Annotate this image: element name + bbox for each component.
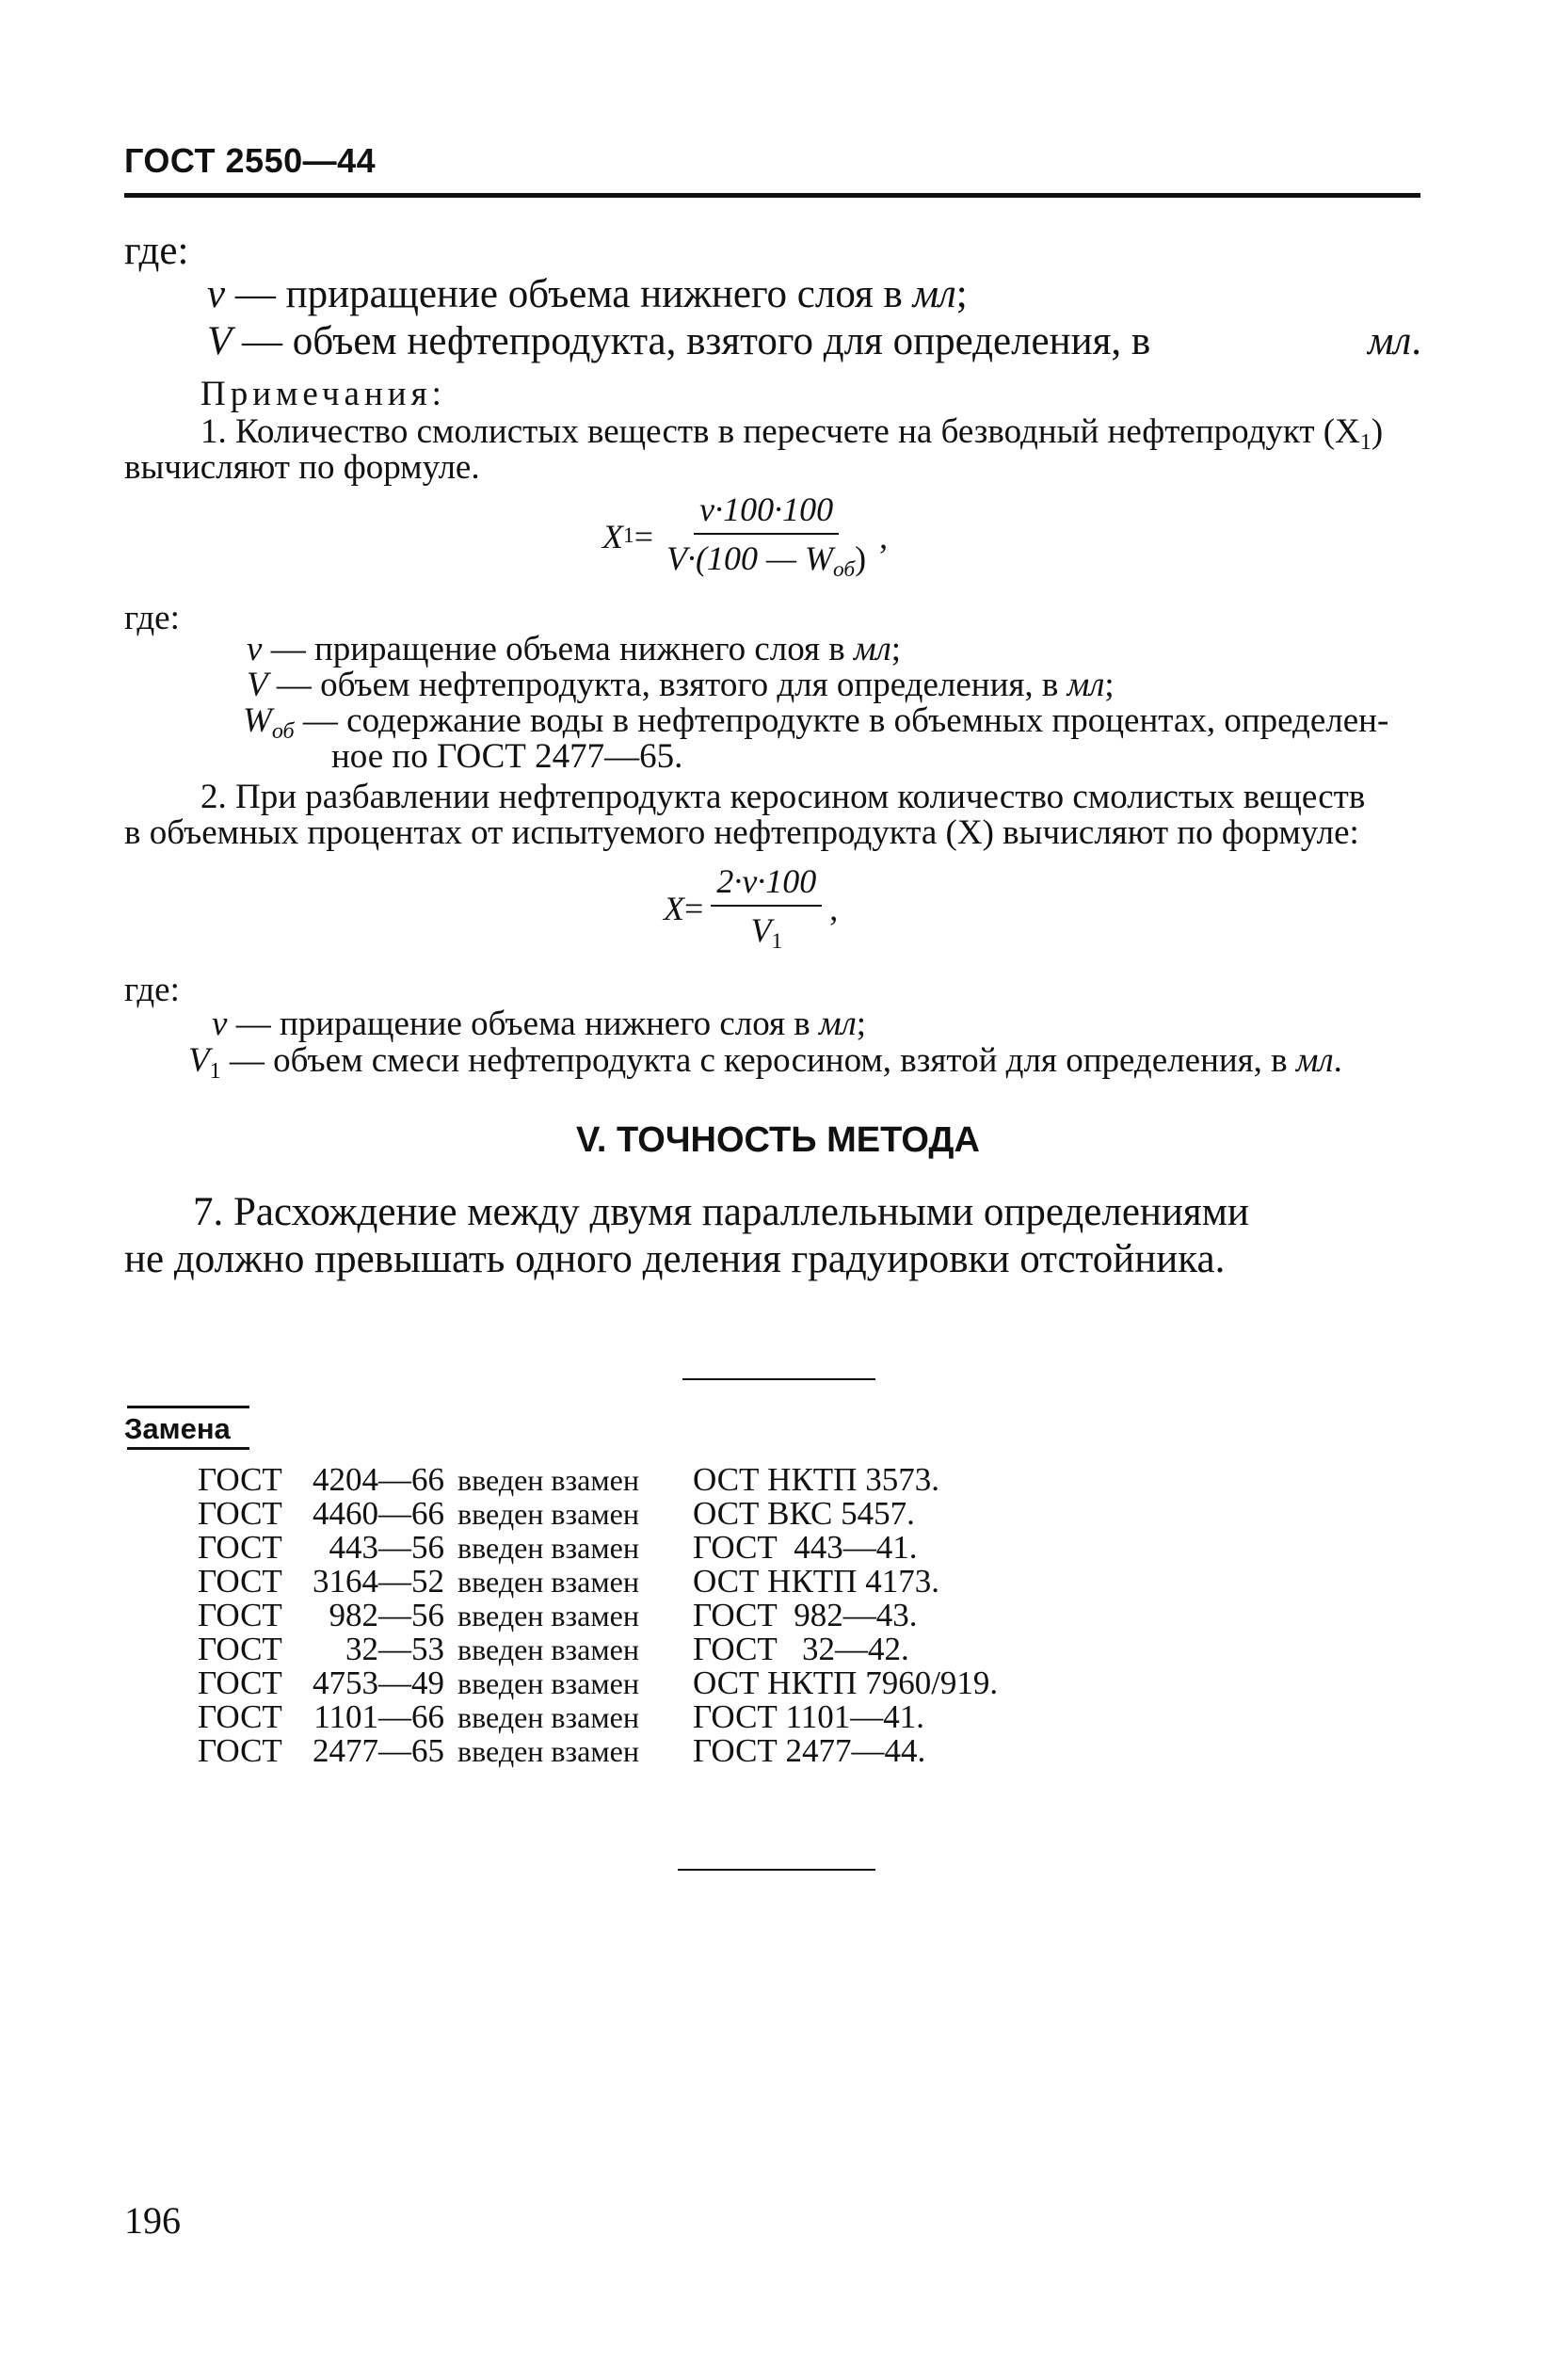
formula-fraction [711,861,822,955]
cell-gost: ГОСТ [198,1563,282,1600]
where-label-3: где: [124,971,180,1009]
separator-line [682,1378,875,1380]
cell-replaced: ОСТ НКТП 7960/919. [693,1664,999,1701]
definition-V1 [188,1040,1342,1085]
cell-action: введен взамен [457,1734,639,1768]
formula-eq: = [634,517,654,555]
definition-v-3 [212,1004,866,1044]
section-paragraph-line1: 7. Расхождение между двумя параллельными определениями [193,1190,1249,1234]
cell-gost: ГОСТ [198,1664,282,1701]
definition-v-2 [247,629,901,669]
definition-text: — приращение объема нижнего слоя в [227,1005,820,1043]
replacement-underline [127,1447,249,1450]
note1-close: ) [1371,412,1384,451]
cell-replaced: ОСТ НКТП 4173. [693,1563,939,1600]
symbol-v: v [247,630,263,668]
formula-denominator [745,907,788,955]
formula-trail: , [879,517,889,555]
unit-ml: мл [1295,1041,1334,1080]
formula-lhs: X [602,517,623,555]
cell-replaced: ГОСТ 982—43. [693,1597,918,1633]
page-number: 196 [124,2199,181,2242]
cell-number: 4204—66 [313,1461,444,1498]
symbol-V-sub: 1 [209,1059,221,1085]
definition-text: — приращение объема нижнего слоя в [225,272,913,316]
formula-x1 [602,490,888,583]
cell-action: введен взамен [457,1565,639,1599]
notes-title: Примечания: [201,375,446,413]
formula-trail: , [829,889,839,927]
cell-action: введен взамен [457,1632,639,1666]
note1-subscript: 1 [1359,430,1372,456]
cell-number: 1101—66 [313,1698,444,1735]
replacement-table [198,1463,998,1768]
note2-line2: в объемных процентах от испытуемого нефтепродукта (X) вычисляют по формуле: [124,813,1359,852]
cell-action: введен взамен [457,1599,639,1632]
definition-end: ; [1104,666,1115,704]
cell-gost: ГОСТ [198,1698,282,1735]
table-row [198,1700,998,1734]
replacement-overline [127,1406,249,1408]
table-row [198,1565,998,1599]
den-part: V·(100 — W [666,539,833,577]
symbol-V: V [188,1041,210,1080]
unit-ml: мл [1368,319,1412,363]
formula-fraction [661,490,872,583]
table-row [198,1531,998,1565]
note1-text: 1. Количество смолистых веществ в пересчете на безводный нефтепродукт (X [201,412,1360,451]
formula-denominator [661,535,872,583]
cell-action: введен взамен [457,1497,639,1531]
symbol-V: V [247,666,268,704]
den-symbol: V [750,911,772,949]
section-paragraph-line2: не должно превышать одного деления градуировки отстойника. [124,1237,1226,1281]
definition-V [207,318,1421,364]
formula-eq: = [684,889,704,927]
symbol-v: v [207,272,226,316]
unit-ml: мл [912,272,956,316]
unit-ml: мл [854,630,891,668]
table-row [198,1463,998,1497]
definition-end: ; [856,1005,867,1043]
cell-gost: ГОСТ [198,1529,282,1566]
cell-replaced: ОСТ ВКС 5457. [693,1495,915,1532]
separator-line-bottom [678,1869,875,1871]
cell-replaced: ГОСТ 32—42. [693,1631,909,1667]
symbol-v: v [212,1005,228,1043]
note2-line1: 2. При разбавлении нефтепродукта керосином количество смолистых веществ [201,778,1366,816]
definition-text: — приращение объема нижнего слоя в [262,630,855,668]
symbol-V: V [207,319,233,363]
cell-gost: ГОСТ [198,1732,282,1769]
symbol-W: W [243,701,272,740]
cell-number: 3164—52 [313,1563,444,1600]
table-row [198,1632,998,1666]
cell-number: 4753—49 [313,1664,444,1701]
cell-replaced: ГОСТ 443—41. [693,1529,918,1566]
table-row [198,1666,998,1700]
formula-lhs: X [664,889,684,927]
table-row [198,1734,998,1768]
note1-line2: вычисляют по формуле. [124,448,480,487]
table-row [198,1599,998,1632]
definition-text: — объем нефтепродукта, взятого для определения, в [267,666,1067,704]
formula-numerator: 2·v·100 [711,861,822,907]
definition-end: ; [890,630,902,668]
table-row [198,1497,998,1531]
formula-lhs-sub: 1 [623,523,634,548]
symbol-W-sub: об [271,719,295,745]
cell-replaced: ГОСТ 1101—41. [693,1698,924,1735]
den-sub: 1 [771,929,783,955]
cell-gost: ГОСТ [198,1495,282,1532]
formula-numerator: v·100·100 [694,490,839,535]
den-sub: об [833,557,856,583]
cell-gost: ГОСТ [198,1461,282,1498]
cell-gost: ГОСТ [198,1631,282,1667]
cell-action: введен взамен [457,1700,639,1734]
definition-V-2 [247,665,1115,705]
where-label-2: где: [124,599,180,637]
definition-end: . [1333,1041,1342,1080]
cell-replaced: ОСТ НКТП 3573. [693,1461,939,1498]
definition-text: — объем смеси нефтепродукта с керосином, взятой для определения, в [220,1041,1296,1080]
cell-replaced: ГОСТ 2477—44. [693,1732,926,1769]
definition-end: ; [955,272,968,316]
cell-number: 2477—65 [313,1732,444,1769]
definition-v [207,271,968,317]
replacement-title: Замена [124,1412,231,1445]
den-close: ) [855,539,867,577]
unit-ml: мл [819,1005,857,1043]
definition-end: . [1411,319,1421,363]
unit-ml: мл [1067,666,1105,704]
cell-number: 4460—66 [313,1495,444,1532]
cell-number: 32—53 [345,1631,444,1667]
formula-x [664,861,838,955]
cell-gost: ГОСТ [198,1597,282,1633]
definition-text: — объем нефтепродукта, взятого для определения, в [232,319,1151,363]
cell-number: 982—56 [329,1597,444,1633]
definition-text: — содержание воды в нефтепродукте в объемных процентах, определен- [294,701,1389,740]
cell-action: введен взамен [457,1531,639,1565]
cell-action: введен взамен [457,1666,639,1700]
document-code: ГОСТ 2550—44 [124,141,377,180]
cell-number: 443—56 [329,1529,444,1566]
header-rule [124,193,1420,198]
where-label: где: [124,229,189,273]
cell-action: введен взамен [457,1463,639,1497]
definition-W-line2: ное по ГОСТ 2477—65. [331,737,683,776]
section-heading: V. ТОЧНОСТЬ МЕТОДА [576,1120,980,1160]
